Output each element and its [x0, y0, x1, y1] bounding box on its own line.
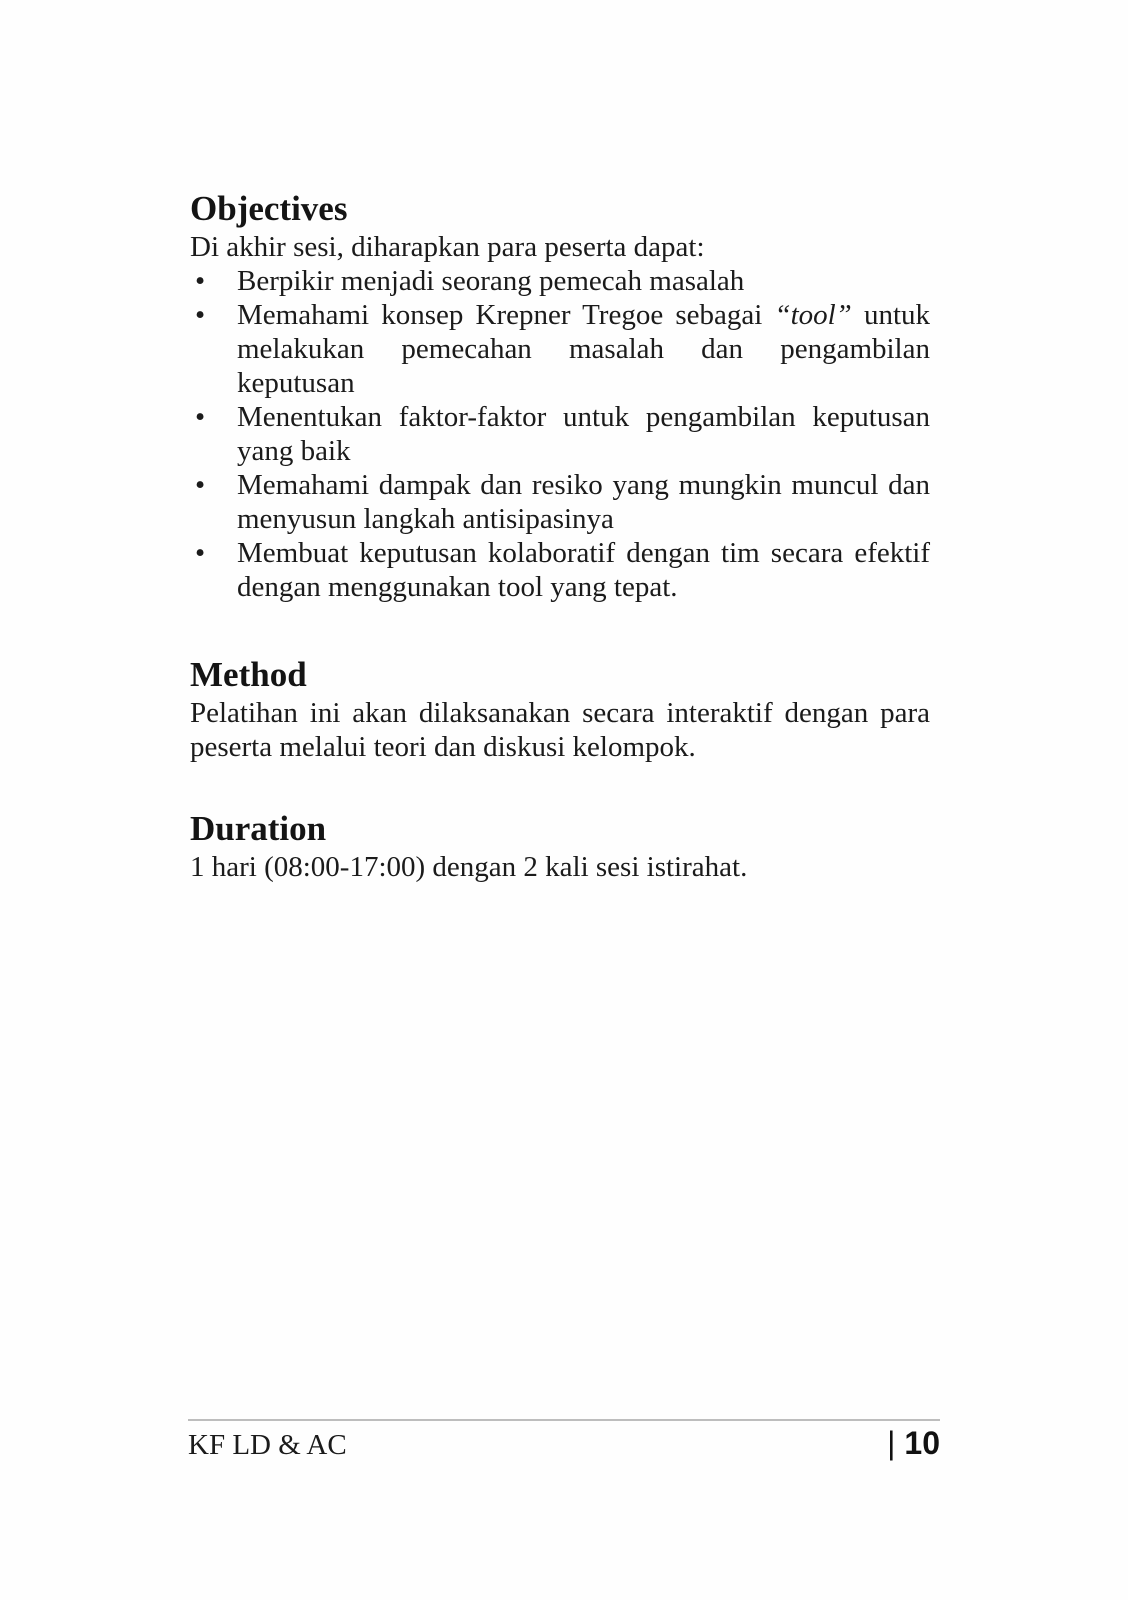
footer-document-code: KF LD & AC — [188, 1429, 347, 1461]
list-item — [190, 468, 930, 536]
section-duration — [190, 808, 930, 884]
bullet-icon: • — [195, 265, 206, 297]
content-area — [190, 188, 930, 884]
objectives-intro: Di akhir sesi, diharapkan para peserta dapat: — [190, 231, 705, 263]
section-method — [190, 654, 930, 764]
page-footer — [188, 1419, 940, 1463]
bullet-icon: • — [195, 299, 206, 331]
bullet-icon: • — [195, 469, 206, 501]
bullet-icon: • — [195, 537, 206, 569]
list-item — [190, 298, 930, 400]
page-number-value: 10 — [904, 1425, 940, 1461]
objectives-heading: Objectives — [190, 189, 348, 228]
list-item — [190, 264, 930, 298]
method-body: Pelatihan ini akan dilaksanakan secara interaktif dengan para peserta melalui teori dan diskusi kelompok. — [190, 697, 930, 763]
list-item — [190, 536, 930, 604]
list-item — [190, 400, 930, 468]
bullet-text: Berpikir menjadi seorang pemecah masalah — [237, 265, 745, 297]
page-number — [887, 1425, 940, 1461]
bullet-text-italic: “tool” — [774, 299, 852, 331]
bullet-text: Menentukan faktor-faktor untuk pengambilan keputusan yang baik — [237, 401, 930, 467]
bullet-text: Membuat keputusan kolaboratif dengan tim secara efektif dengan menggunakan tool yang tepat. — [237, 537, 930, 603]
bullet-text: Memahami konsep Krepner Tregoe sebagai — [237, 299, 775, 331]
duration-heading: Duration — [190, 809, 327, 848]
bullet-text: untuk melakukan pemecahan masalah dan pengambilan keputusan — [237, 299, 931, 399]
page-number-separator: | — [887, 1425, 896, 1461]
objectives-bullet-list — [190, 264, 930, 604]
method-heading: Method — [190, 655, 307, 694]
section-objectives — [190, 188, 930, 604]
bullet-icon: • — [195, 401, 206, 433]
bullet-text: Memahami dampak dan resiko yang mungkin muncul dan menyusun langkah antisipasinya — [237, 469, 930, 535]
duration-body: 1 hari (08:00-17:00) dengan 2 kali sesi istirahat. — [190, 851, 748, 883]
